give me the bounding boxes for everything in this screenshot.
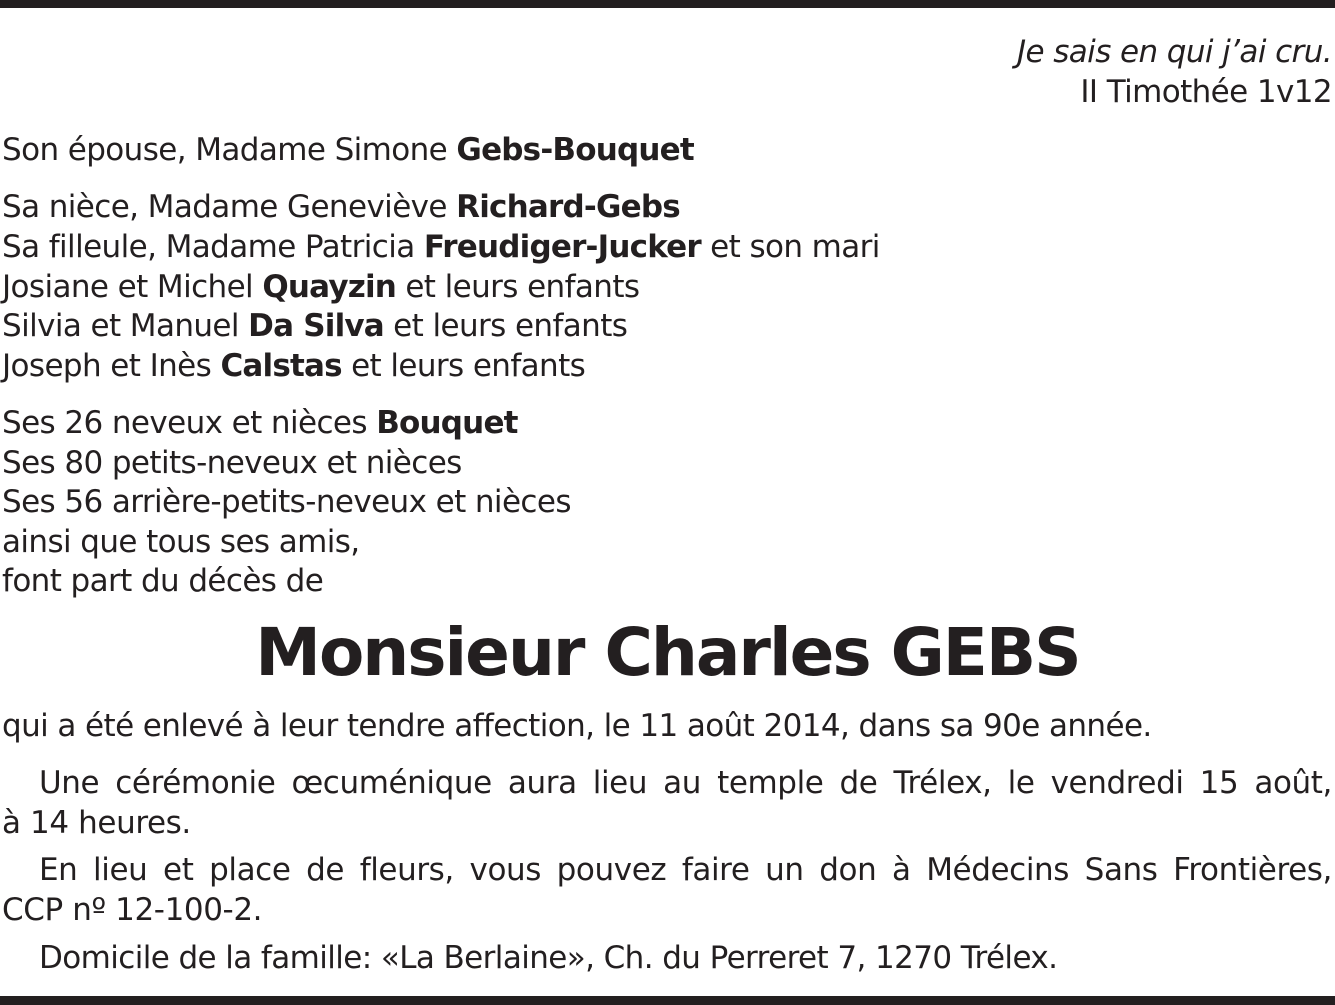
bible-verse-quote: Je sais en qui j’ai cru. (1016, 34, 1332, 70)
announcement-line: font part du décès de (2, 563, 324, 599)
relative-line: Josiane et Michel Quayzin et leurs enfants (2, 269, 640, 305)
ceremony-paragraph: Une cérémonie œcuménique aura lieu au temple de Trélex, le vendredi 15 août, à 14 heures. (2, 765, 1332, 841)
spouse-line: Son épouse, Madame Simone Gebs-Bouquet (2, 132, 694, 168)
great-grand-nephews-line: Ses 56 arrière-petits-neveux et nièces (2, 484, 571, 520)
spouse-name: Gebs-Bouquet (456, 132, 694, 168)
relative-line: Joseph et Inès Calstas et leurs enfants (2, 348, 586, 384)
top-border-rule (0, 0, 1335, 8)
friends-line: ainsi que tous ses amis, (2, 524, 360, 560)
donation-paragraph: En lieu et place de fleurs, vous pouvez faire un don à Médecins Sans Frontières, CCP nº 12-100-2. (2, 852, 1332, 928)
death-statement: qui a été enlevé à leur tendre affection, le 11 août 2014, dans sa 90e année. (2, 708, 1152, 744)
relative-line: Sa nièce, Madame Geneviève Richard-Gebs (2, 189, 680, 225)
grand-nephews-line: Ses 80 petits-neveux et nièces (2, 445, 462, 481)
bible-verse-reference: II Timothée 1v12 (1080, 74, 1332, 110)
deceased-name: Monsieur Charles GEBS (255, 614, 1080, 691)
relative-line: Sa filleule, Madame Patricia Freudiger-Jucker et son mari (2, 229, 880, 265)
nephews-line: Ses 26 neveux et nièces Bouquet (2, 405, 518, 441)
relative-line: Silvia et Manuel Da Silva et leurs enfants (2, 308, 628, 344)
family-address: Domicile de la famille: «La Berlaine», Ch. du Perreret 7, 1270 Trélex. (39, 940, 1058, 976)
bottom-border-rule (0, 996, 1335, 1005)
